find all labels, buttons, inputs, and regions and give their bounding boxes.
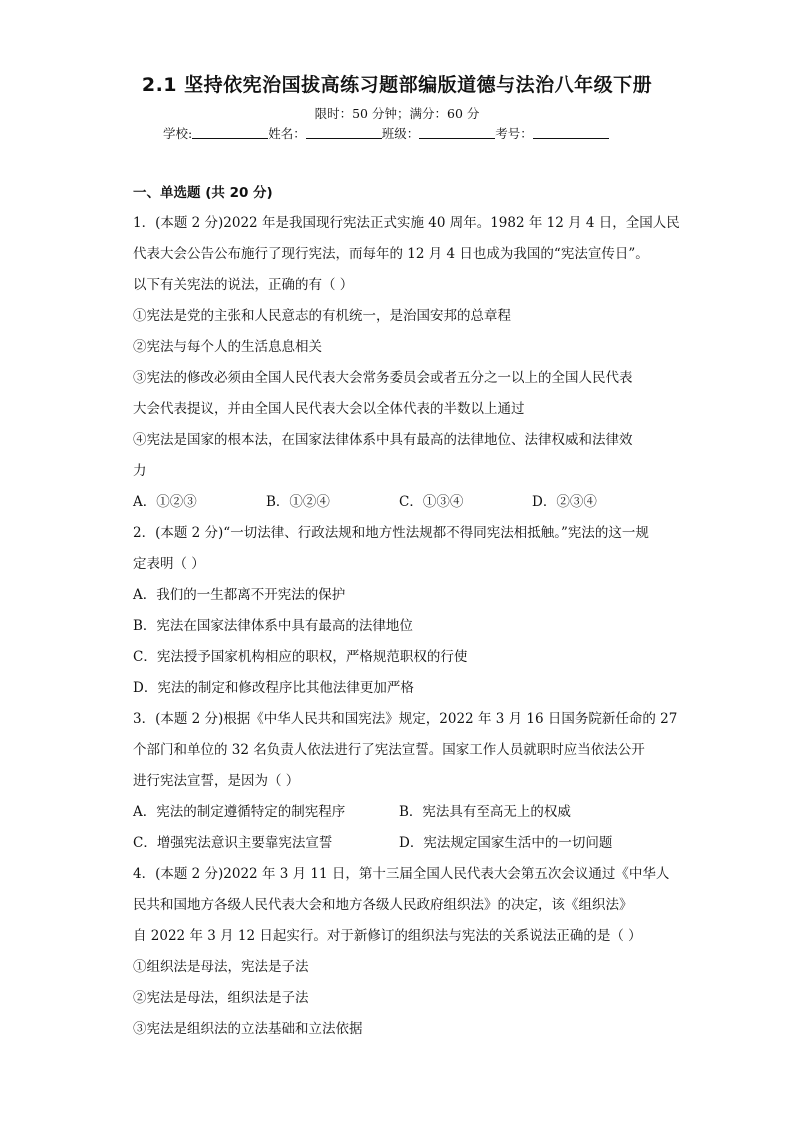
name-blank[interactable] [306, 126, 382, 139]
question-4 [133, 859, 670, 1045]
option-a[interactable]: A．宪法的制定遵循特定的制宪程序 [133, 804, 346, 820]
statement-2: ②宪法是母法，组织法是子法 [133, 990, 309, 1006]
statement-1: ①宪法是党的主张和人民意志的有机统一，是治国安邦的总章程 [133, 308, 511, 324]
option-a[interactable]: A．①②③ [133, 494, 197, 510]
option-c[interactable]: C．宪法授予国家机构相应的职权，严格规范职权的行使 [133, 649, 468, 665]
option-b[interactable]: B．宪法具有至高无上的权威 [399, 804, 571, 820]
option-b[interactable]: B．①②④ [266, 494, 330, 510]
class-label: 班级： [381, 126, 420, 141]
time-score-limit: 限时：50 分钟；满分：60 分 [314, 106, 480, 121]
school-label: 学校: [163, 126, 193, 141]
question-line: 民共和国地方各级人民代表大会和地方各级人民政府组织法》的决定，该《组织法》 [133, 897, 633, 913]
student-info-fields [163, 124, 609, 142]
question-line: 定表明（ ） [133, 556, 205, 572]
question-content [133, 184, 680, 1045]
name-label: 姓名： [268, 126, 306, 141]
question-line: 进行宪法宣誓，是因为（ ） [133, 773, 300, 789]
question-line: 自 2022 年 3 月 12 日起实行。对于新修订的组织法与宪法的关系说法正确的是（ ） [133, 928, 642, 944]
question-line: 以下有关宪法的说法，正确的有（ ） [133, 277, 354, 293]
statement-2: ②宪法与每个人的生活息息相关 [133, 339, 322, 355]
option-c[interactable]: C．①③④ [399, 494, 464, 510]
statement-3: ③宪法的修改必须由全国人民代表大会常务委员会或者五分之一以上的全国人民代表 [133, 370, 633, 386]
statement-3-cont: 大会代表提议，并由全国人民代表大会以全体代表的半数以上通过 [133, 401, 525, 417]
option-c[interactable]: C．增强宪法意识主要靠宪法宣誓 [133, 835, 333, 851]
statement-1: ①组织法是母法，宪法是子法 [133, 959, 309, 975]
question-2 [133, 518, 665, 704]
question-line: 4．(本题 2 分)2022 年 3 月 11 日，第十三届全国人民代表大会第五次会议通过《中华人 [133, 866, 670, 882]
question-line: 3．(本题 2 分)根据《中华人民共和国宪法》规定，2022 年 3 月 16 日国务院新任命的 27 [133, 711, 678, 727]
section-heading: 一、单选题 (共 20 分) [133, 185, 273, 201]
exam-no-blank[interactable] [533, 126, 609, 139]
question-3 [133, 704, 678, 859]
option-d[interactable]: D．②③④ [532, 494, 597, 510]
question-1 [133, 208, 680, 518]
question-line: 个部门和单位的 32 名负责人依法进行了宪法宣誓。国家工作人员就职时应当依法公开 [133, 742, 645, 758]
option-d[interactable]: D．宪法规定国家生活中的一切问题 [399, 835, 613, 851]
question-line: 代表大会公告公布施行了现行宪法，而每年的 12 月 4 日也成为我国的“宪法宣传日”。 [133, 246, 649, 262]
class-blank[interactable] [419, 126, 495, 139]
statement-3: ③宪法是组织法的立法基础和立法依据 [133, 1021, 363, 1037]
option-d[interactable]: D．宪法的制定和修改程序比其他法律更加严格 [133, 680, 414, 696]
school-blank[interactable] [192, 126, 268, 139]
page-title: 2.1 坚持依宪治国拔高练习题部编版道德与法治八年级下册 [141, 74, 653, 96]
options-row [133, 487, 665, 518]
statement-4: ④宪法是国家的根本法，在国家法律体系中具有最高的法律地位、法律权威和法律效 [133, 432, 633, 448]
exam-no-label: 考号： [495, 126, 533, 141]
options-row [133, 797, 665, 828]
option-a[interactable]: A．我们的一生都离不开宪法的保护 [133, 587, 346, 603]
option-b[interactable]: B．宪法在国家法律体系中具有最高的法律地位 [133, 618, 413, 634]
options-row [133, 828, 665, 859]
question-line: 2．(本题 2 分)“一切法律、行政法规和地方性法规都不得同宪法相抵触。”宪法的这一规 [133, 525, 649, 541]
question-line: 1．(本题 2 分)2022 年是我国现行宪法正式实施 40 周年。1982 年 12 月 4 日，全国人民 [133, 215, 680, 231]
statement-4-cont: 力 [133, 463, 147, 479]
